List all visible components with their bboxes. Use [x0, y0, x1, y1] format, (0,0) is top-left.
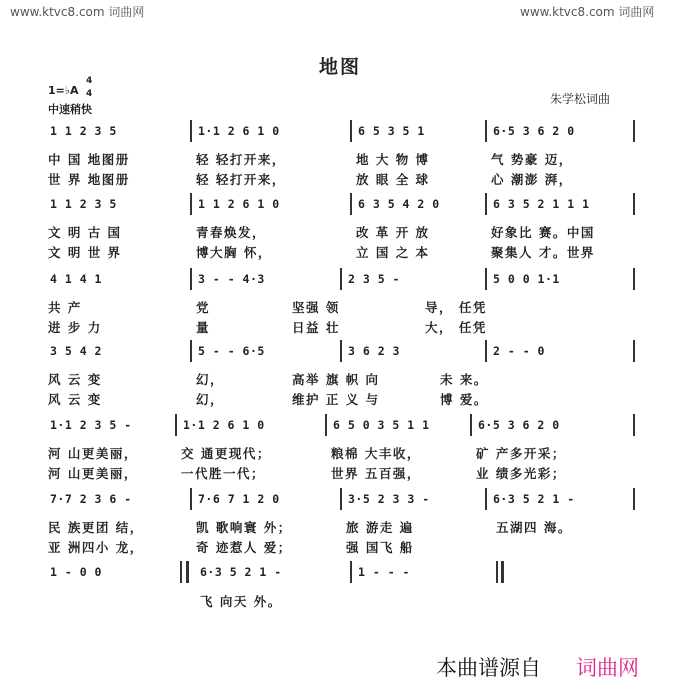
lyric-verse-2: 进 步 力	[48, 320, 102, 335]
lyric-verse-ending: 飞 向天 外。	[200, 594, 282, 609]
lyric-verse-2: 世 界 地图册	[48, 172, 130, 187]
notes-measure: 1·1 2 6 1 0	[183, 418, 265, 432]
notes-measure: 1 1 2 3 5	[50, 197, 117, 211]
barline	[350, 561, 352, 583]
barline	[190, 120, 192, 142]
lyric-verse-1: 粮棉 大丰收，	[331, 446, 421, 461]
lyric-verse-1: 党	[196, 300, 211, 315]
lyric-verse-2: 维护 正 义 与	[292, 392, 380, 407]
barline	[190, 488, 192, 510]
lyric-verse-2: 放 眼 全 球	[356, 172, 430, 187]
lyric-verse-2: 风 云 变	[48, 392, 102, 407]
barline	[350, 193, 352, 215]
lyric-verse-1: 地 大 物 博	[356, 152, 430, 167]
author-credit: 朱学松词曲	[549, 92, 610, 106]
lyric-verse-1: 改 革 开 放	[356, 225, 430, 240]
lyric-verse-1: 五湖四 海。	[496, 520, 572, 535]
notes-measure: 1 - - -	[358, 565, 410, 579]
lyric-verse-1: 凯 歌响寰 外；	[196, 520, 292, 535]
key-signature: 1=♭A	[48, 84, 79, 97]
barline	[633, 193, 635, 215]
lyric-verse-2: 聚集人 才。世界	[491, 245, 595, 260]
lyric-verse-2: 奇 迹惹人 爱；	[196, 540, 292, 555]
notes-measure: 6·3 5 2 1 -	[200, 565, 282, 579]
barline	[633, 340, 635, 362]
lyric-verse-2: 幻，	[196, 392, 225, 407]
lyric-verse-1: 坚强 领	[292, 300, 340, 315]
notes-measure: 2 3 5 -	[348, 272, 400, 286]
notes-measure: 6·3 5 2 1 -	[493, 492, 575, 506]
notes-measure: 6 3 5 4 2 0	[358, 197, 440, 211]
lyric-verse-1: 轻 轻打开来，	[196, 152, 286, 167]
barline	[485, 193, 487, 215]
barline	[340, 268, 342, 290]
lyric-verse-2: 亚 洲四小 龙，	[48, 540, 144, 555]
lyric-verse-2: 世界 五百强，	[331, 466, 421, 481]
lyric-verse-2: 强 国飞 船	[346, 540, 414, 555]
notes-measure: 2 - - 0	[493, 344, 545, 358]
barline	[190, 193, 192, 215]
lyric-verse-2: 日益 壮	[292, 320, 340, 335]
lyric-verse-1: 中 国 地图册	[48, 152, 130, 167]
lyric-verse-1: 河 山更美丽，	[48, 446, 138, 461]
barline	[485, 268, 487, 290]
lyric-verse-1: 文 明 古 国	[48, 225, 122, 240]
repeat-barline	[180, 561, 182, 583]
song-title: 地图	[318, 56, 361, 78]
lyric-verse-2: 心 潮澎 湃，	[491, 172, 573, 187]
barline	[340, 340, 342, 362]
notes-measure: 5 - - 6·5	[198, 344, 265, 358]
barline	[325, 414, 327, 436]
final-barline	[496, 561, 498, 583]
barline	[175, 414, 177, 436]
notes-measure: 6 5 3 5 1	[358, 124, 425, 138]
lyric-verse-1: 导， 任凭	[425, 300, 487, 315]
repeat-barline	[186, 561, 189, 583]
lyric-verse-2: 业 绩多光彩；	[476, 466, 566, 481]
lyric-verse-1: 旅 游走 遍	[346, 520, 414, 535]
barline	[633, 120, 635, 142]
barline	[485, 488, 487, 510]
lyric-verse-2: 一代胜一代；	[181, 466, 266, 481]
lyric-verse-1: 风 云 变	[48, 372, 102, 387]
notes-measure: 3·5 2 3 3 -	[348, 492, 430, 506]
notes-measure: 1 - 0 0	[50, 565, 102, 579]
notes-measure: 1·1 2 3 5 -	[50, 418, 132, 432]
barline	[340, 488, 342, 510]
lyric-verse-1: 气 势豪 迈，	[491, 152, 573, 167]
notes-measure: 6 5 0 3 5 1 1	[333, 418, 430, 432]
lyric-verse-2: 文 明 世 界	[48, 245, 122, 260]
notes-measure: 3 - - 4·3	[198, 272, 265, 286]
lyric-verse-2: 量	[196, 320, 211, 335]
lyric-verse-2: 河 山更美丽，	[48, 466, 138, 481]
lyric-verse-1: 交 通更现代；	[181, 446, 271, 461]
notes-measure: 1 1 2 3 5	[50, 124, 117, 138]
lyric-verse-2: 博大胸 怀，	[196, 245, 272, 260]
time-signature-top: 4	[86, 76, 93, 86]
notes-measure: 3 6 2 3	[348, 344, 400, 358]
notes-measure: 6·5 3 6 2 0	[478, 418, 560, 432]
lyric-verse-1: 幻，	[196, 372, 225, 387]
barline	[470, 414, 472, 436]
notes-measure: 1 1 2 6 1 0	[198, 197, 280, 211]
lyric-verse-1: 民 族更团 结，	[48, 520, 144, 535]
lyric-verse-2: 大， 任凭	[425, 320, 487, 335]
final-barline	[501, 561, 504, 583]
barline	[633, 268, 635, 290]
lyric-verse-1: 高举 旗 帜 向	[292, 372, 380, 387]
notes-measure: 5 0 0 1·1	[493, 272, 560, 286]
lyric-verse-1: 好象比 赛。中国	[491, 225, 595, 240]
barline	[350, 120, 352, 142]
tempo-marking: 中速稍快	[48, 103, 92, 116]
notes-measure: 6·5 3 6 2 0	[493, 124, 575, 138]
barline	[633, 488, 635, 510]
time-signature-bottom: 4	[86, 89, 93, 99]
watermark-right: www.ktvc8.com 词曲网	[520, 5, 655, 19]
barline	[190, 340, 192, 362]
lyric-verse-2: 立 国 之 本	[356, 245, 430, 260]
notes-measure: 7·7 2 3 6 -	[50, 492, 132, 506]
lyric-verse-2: 博 爱。	[440, 392, 488, 407]
barline	[485, 120, 487, 142]
barline	[633, 414, 635, 436]
footer-site-logo: 词曲网	[576, 656, 639, 680]
lyric-verse-1: 青春焕发，	[196, 225, 267, 240]
notes-measure: 1·1 2 6 1 0	[198, 124, 280, 138]
notes-measure: 7·6 7 1 2 0	[198, 492, 280, 506]
notes-measure: 3 5 4 2	[50, 344, 102, 358]
watermark-left: www.ktvc8.com 词曲网	[10, 5, 145, 19]
footer-source-label: 本曲谱源自	[436, 656, 541, 680]
lyric-verse-1: 未 来。	[440, 372, 488, 387]
lyric-verse-2: 轻 轻打开来，	[196, 172, 286, 187]
notes-measure: 4 1 4 1	[50, 272, 102, 286]
barline	[190, 268, 192, 290]
lyric-verse-1: 矿 产多开采；	[476, 446, 566, 461]
lyric-verse-1: 共 产	[48, 300, 82, 315]
notes-measure: 6 3 5 2 1 1 1	[493, 197, 590, 211]
barline	[485, 340, 487, 362]
